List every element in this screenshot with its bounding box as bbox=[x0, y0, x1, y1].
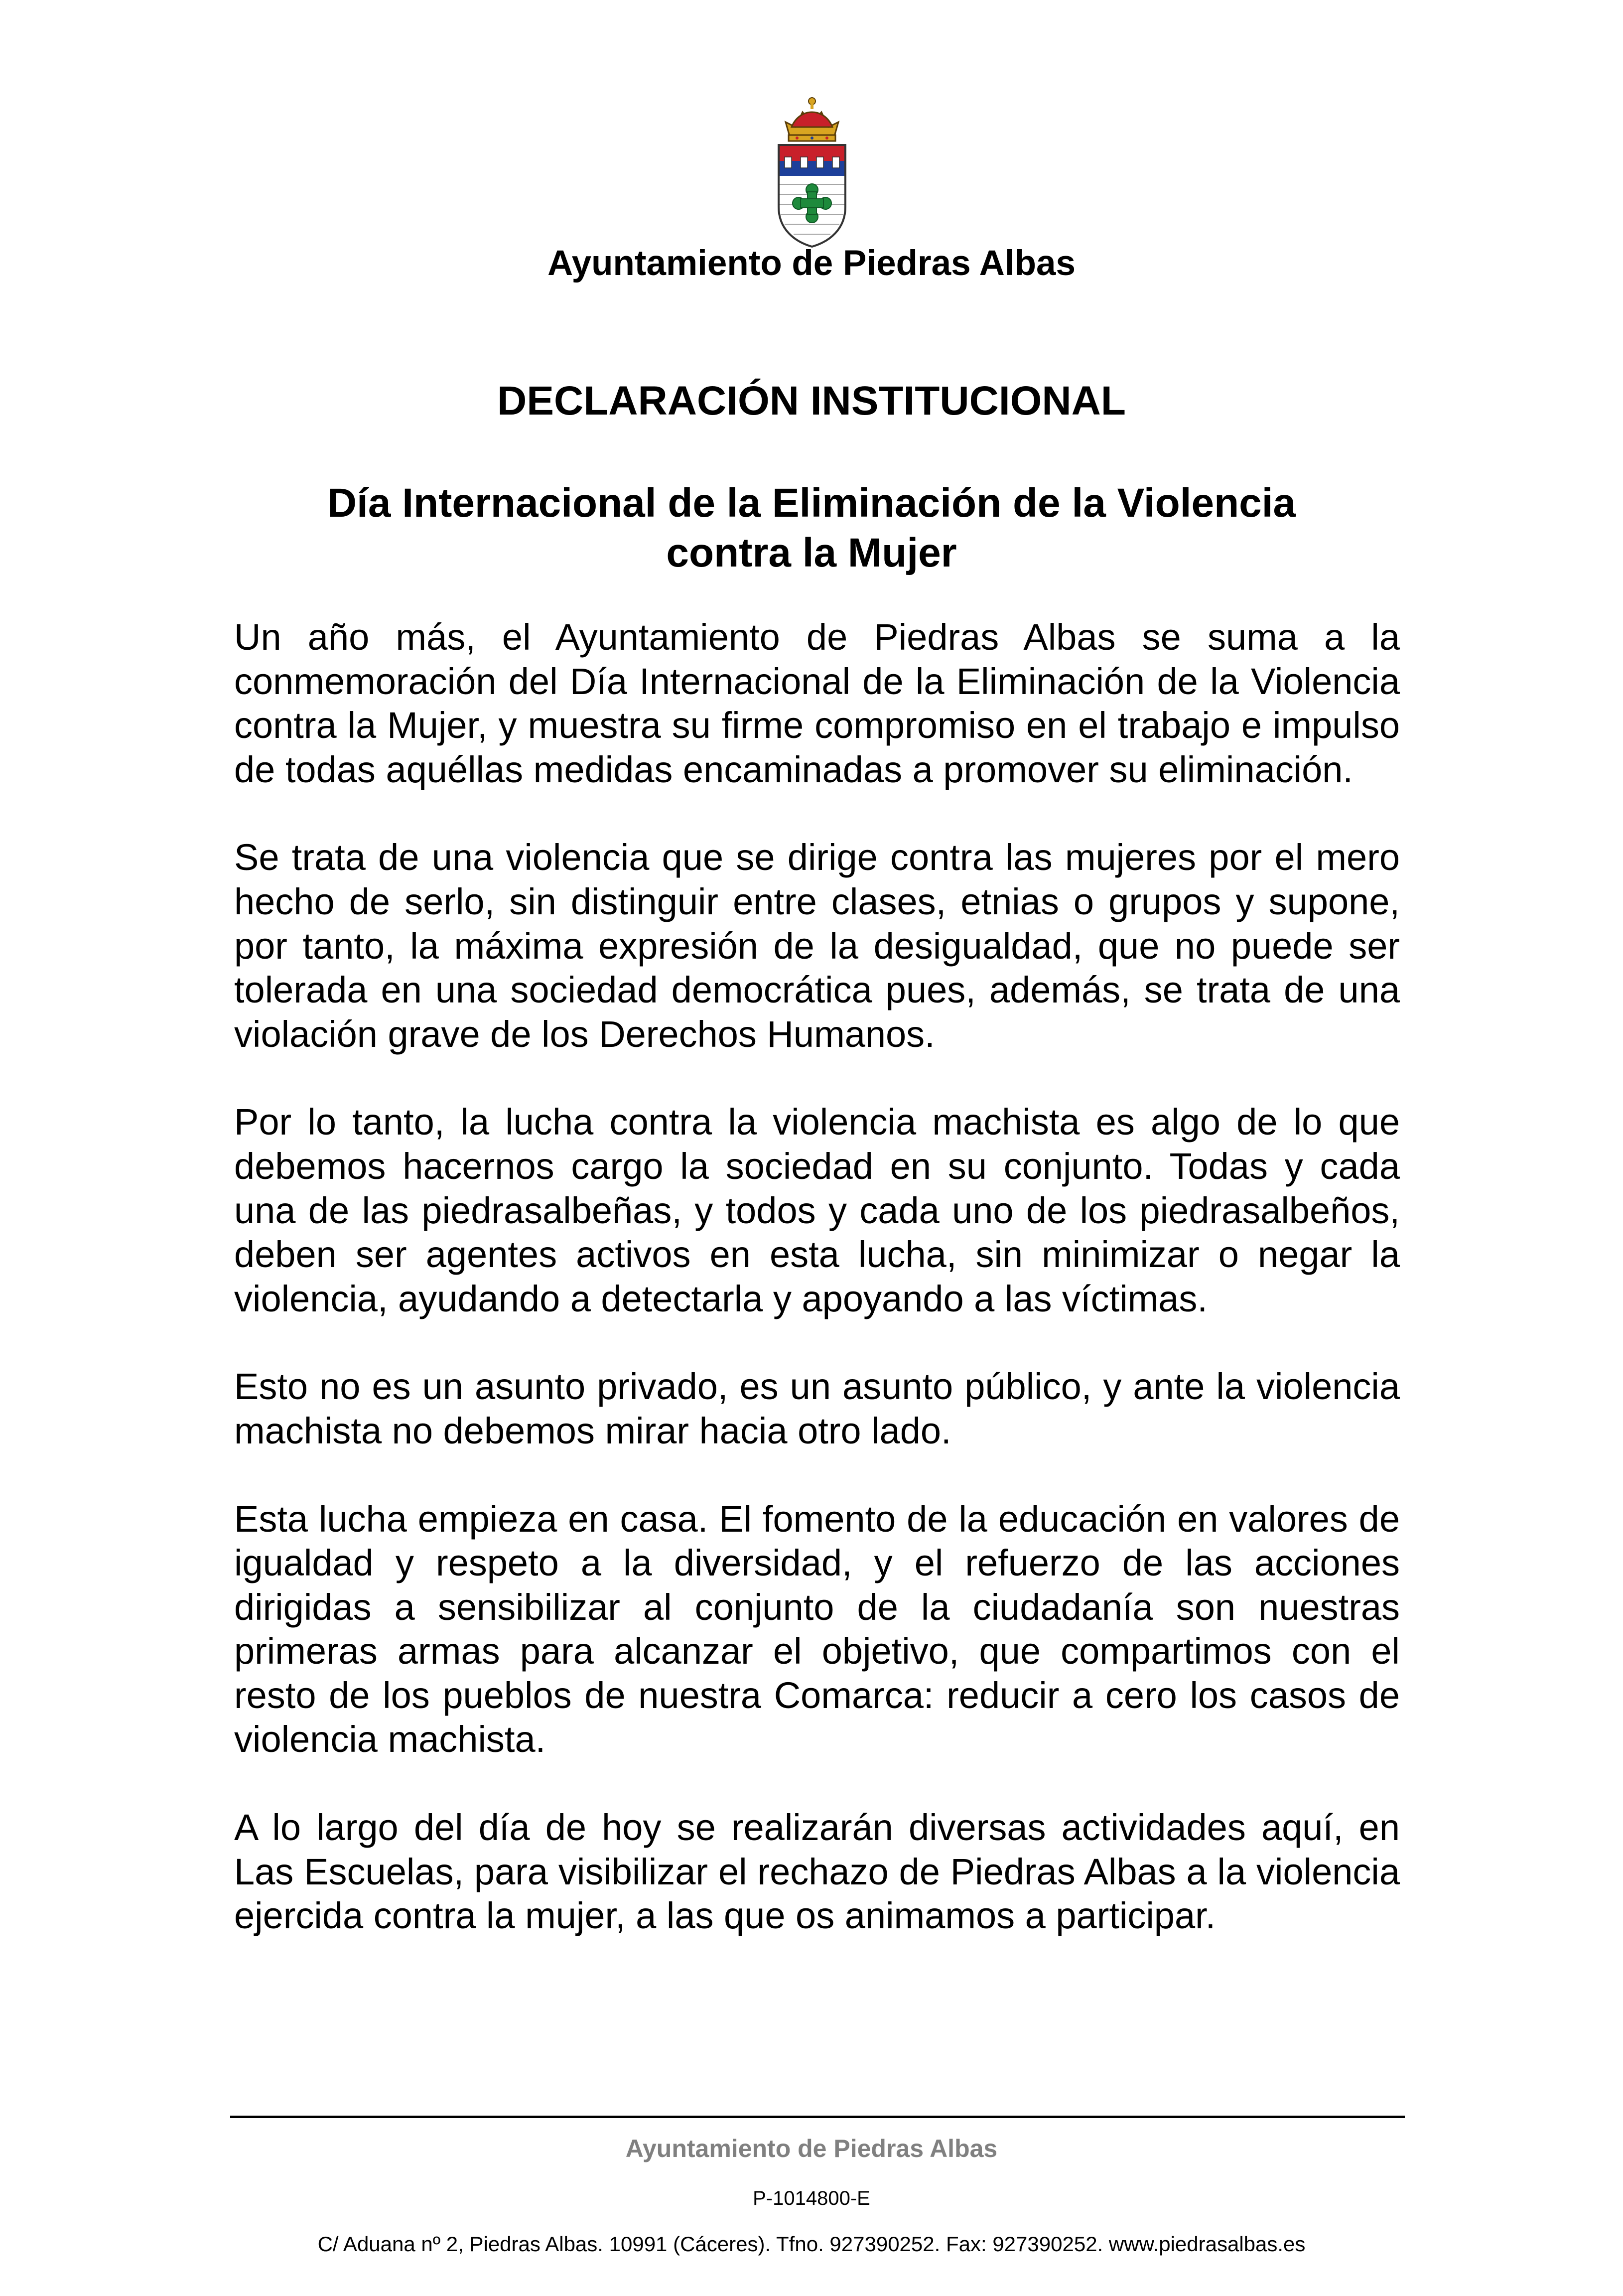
paragraph-4: Esto no es un asunto privado, es un asunto público, y ante la violencia machista no debemos mirar hacia otro lado. bbox=[234, 1366, 1400, 1451]
coat-of-arms-icon bbox=[770, 92, 854, 252]
footer-organization-name: Ayuntamiento de Piedras Albas bbox=[625, 2135, 998, 2162]
footer-divider bbox=[230, 2116, 1405, 2118]
paragraph-5: Esta lucha empieza en casa. El fomento de la educación en valores de igualdad y respeto a la diversidad, y el refuerzo de las acciones dirigidas a sensibilizar al conjunto de la ciudadanía son nuestras primeras armas para alcanzar el objetivo, que compartimos con el resto de los pueblos de nuestra Comarca: reducir a cero los casos de violencia machista. bbox=[234, 1498, 1400, 1760]
header-organization-name: Ayuntamiento de Piedras Albas bbox=[547, 244, 1076, 283]
declaration-body bbox=[234, 615, 1400, 1982]
subtitle-line-1: Día Internacional de la Eliminación de la Violencia bbox=[327, 480, 1296, 526]
subtitle-line-2: contra la Mujer bbox=[666, 530, 957, 575]
paragraph-2: Se trata de una violencia que se dirige contra las mujeres por el mero hecho de serlo, sin distinguir entre clases, etnias o grupos y supone, por tanto, la máxima expresión de la desigualdad, que no puede ser tolerada en una sociedad democrática pues, además, se trata de una violación grave de los Derechos Humanos. bbox=[234, 837, 1400, 1055]
paragraph-1: Un año más, el Ayuntamiento de Piedras Albas se suma a la conmemoración del Día Internacional de la Eliminación de la Violencia contra la Mujer, y muestra su firme compromiso en el trabajo e impulso de todas aquéllas medidas encaminadas a promover su eliminación. bbox=[234, 616, 1400, 790]
shield-icon bbox=[779, 145, 845, 247]
document-subtitle bbox=[0, 478, 1623, 578]
document-title: DECLARACIÓN INSTITUCIONAL bbox=[497, 378, 1126, 424]
footer-address: C/ Aduana nº 2, Piedras Albas. 10991 (Cáceres). Tfno. 927390252. Fax: 927390252. www.piedrasalbas.es bbox=[317, 2232, 1306, 2256]
paragraph-6: A lo largo del día de hoy se realizarán diversas actividades aquí, en Las Escuelas, para visibilizar el rechazo de Piedras Albas a la violencia ejercida contra la mujer, a las que os animamos a participar. bbox=[234, 1807, 1400, 1937]
crown-icon bbox=[786, 98, 838, 141]
paragraph-3: Por lo tanto, la lucha contra la violencia machista es algo de lo que debemos hacernos cargo la sociedad en su conjunto. Todas y cada una de las piedrasalbeñas, y todos y cada uno de los piedrasalbeños, deben ser agentes activos en esta lucha, sin minimizar o negar la violencia, ayudando a detectarla y apoyando a las víctimas. bbox=[234, 1101, 1400, 1319]
footer-cif: P-1014800-E bbox=[753, 2187, 870, 2209]
